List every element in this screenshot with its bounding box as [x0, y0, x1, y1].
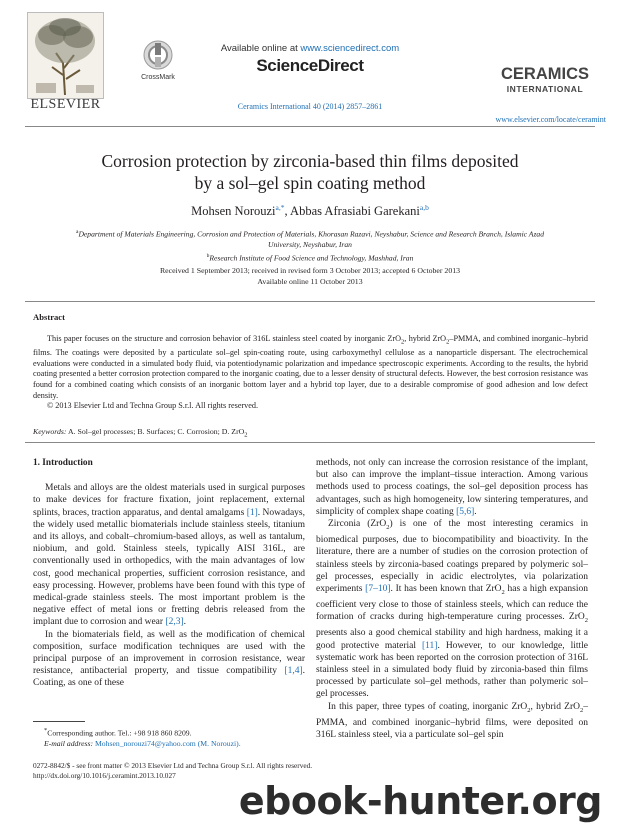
paragraph-text: presents also a good chemical stability and high hardness, making it a good protective material	[316, 628, 588, 651]
available-prefix: Available online at	[220, 43, 301, 54]
front-matter	[33, 761, 593, 780]
subscript: 2	[527, 706, 531, 714]
corresponding-author: Corresponding author. Tel.: +98 918 860 8209.	[47, 728, 192, 738]
paragraph-text: , hybrid ZrO	[530, 701, 580, 712]
paragraph	[316, 518, 588, 701]
paragraph	[316, 701, 588, 742]
elsevier-logo	[27, 12, 104, 99]
subscript: 2	[244, 431, 248, 439]
title-line-1: Corrosion protection by zirconia-based thin films deposited	[101, 151, 519, 171]
affiliations	[70, 227, 550, 264]
subscript: 2	[584, 617, 588, 625]
header-rule	[25, 126, 595, 127]
email-link[interactable]: Mohsen_norouzi74@yahoo.com (M. Norouzi).	[93, 738, 241, 748]
sciencedirect-link[interactable]: www.sciencedirect.com	[300, 43, 400, 54]
journal-logo-subtitle: INTERNATIONAL	[506, 84, 584, 94]
paragraph	[33, 482, 305, 628]
citation-link[interactable]: [2,3]	[165, 617, 184, 628]
author-separator: ,	[284, 204, 291, 219]
paragraph-text: Metals and alloys are the oldest materials used in surgical purposes to make devices for fracture fixation, joint replacement, external splints, braces, traction apparatus, and dental amalgams	[33, 483, 305, 518]
subscript: 2	[580, 706, 584, 714]
email-label: E-mail address:	[44, 738, 94, 748]
publisher-wordmark: ELSEVIER	[30, 97, 101, 112]
subscript: 2	[446, 338, 450, 346]
subscript: 2	[401, 338, 405, 346]
doi-link[interactable]: http://dx.doi.org/10.1016/j.ceramint.2013.10.027	[33, 770, 176, 780]
keywords-label: Keywords:	[33, 427, 67, 436]
article-history	[60, 266, 560, 287]
author-1-affiliation-link[interactable]: a,*	[275, 203, 285, 212]
left-column	[33, 457, 305, 690]
paragraph-text: –PMMA, and combined inorganic–hybrid films, were deposited on 316L stainless steel, via a particulate sol–gel spin	[316, 701, 588, 740]
citation-link[interactable]: [11]	[422, 640, 438, 651]
abstract-copyright: © 2013 Elsevier Ltd and Techna Group S.r.l. All rights reserved.	[47, 401, 259, 411]
abstract-bottom-rule	[25, 442, 595, 443]
paragraph-text: Zirconia (ZrO	[328, 519, 387, 530]
subscript: 2	[386, 523, 390, 531]
title-line-2: by a sol–gel spin coating method	[194, 173, 426, 193]
author-2-affiliation-link[interactable]: a,b	[419, 203, 429, 212]
citation-link[interactable]: [1,4]	[284, 666, 303, 677]
paragraph-text: In the biomaterials field, as well as the modification of chemical composition, surface modification techniques are used with the principal purpose of an improvement in corrosion resistance, wear resistance, antibacterial property, and tissue compatibility	[33, 629, 305, 677]
available-online-line	[190, 43, 430, 54]
keywords-list: A. Sol–gel processes; B. Surfaces; C. Corrosion; D. ZrO	[66, 427, 245, 436]
paragraph-text: . It has been known that ZrO	[390, 583, 502, 594]
author-2: Abbas Afrasiabi Garekani	[290, 204, 420, 219]
affiliation-b-marker: b	[206, 252, 210, 259]
paragraph	[33, 629, 305, 690]
history-received: Received 1 September 2013; received in revised form 3 October 2013; accepted 6 October 2013	[159, 266, 461, 275]
paragraph	[316, 457, 588, 518]
paragraph-text: methods, not only can increase the corrosion resistance of the implant, but also can improve the implant–tissue interaction. Among various methods used to process coatings, the sol–gel deposition process has advantages, such as high homogeneity, low sintering temperatures, and simplicity of complex shape coating	[316, 458, 588, 517]
citation-link[interactable]: [5,6]	[456, 506, 475, 517]
journal-citation-link[interactable]: Ceramics International 40 (2014) 2857–2861	[237, 102, 383, 111]
paragraph-text: .	[474, 506, 477, 517]
paragraph-text: .	[183, 617, 187, 628]
abstract-heading: Abstract	[33, 312, 65, 322]
history-available: Available online 11 October 2013	[257, 276, 363, 286]
issn-line: 0272-8842/$ - see front matter © 2013 Elsevier Ltd and Techna Group S.r.l. All rights reserved.	[33, 761, 313, 770]
abstract-text-3: –PMMA, and combined inorganic–hybrid films. The coatings were deposited by a particulate sol–gel spin-coating route, using carboxymethyl cellulose as a nanoparticle dispersant. The electrochemical evaluations were conducted in a simulated body fluid, via potentiodynamic polarization and impedance spectroscopic experiments. According to the results, the hybrid coating presented a better corrosion protection compared to the inorganic coating, due to a lesser density of structural defects. However, the best corrosion resistance was found for a combined coating which consists of an inorganic bottom layer and a hybrid top layer, due to a desirable compromise of good adhesion and low defect density.	[33, 334, 588, 400]
paragraph-text: ) is one of the most interesting ceramics in biomedical purposes, due to biocompatibility and bioactivity. In the literature, there are a number of studies on the corrosion protection of stainless steels by zirconia-based coatings prepared by polymeric sol–gel processes, especially in acidic electrolytes, via polarization experiments	[316, 519, 588, 594]
right-column	[316, 457, 588, 741]
affiliation-a-marker: a	[75, 229, 79, 235]
author-list	[60, 203, 560, 219]
paragraph-text: . Coating, as one of these	[33, 666, 305, 689]
subscript: 2	[501, 588, 505, 596]
keywords	[33, 427, 588, 439]
affiliation-a: Department of Materials Engineering, Corrosion and Protection of Materials, Khorasan Razavi, Neyshabur, Science and Research Branch, Islamic Azad University, Neyshabur, Iran	[78, 229, 544, 250]
paper-title	[60, 150, 560, 194]
crossmark-label: CrossMark	[141, 74, 175, 81]
paragraph-text: In this paper, three types of coating, inorganic ZrO	[328, 701, 528, 712]
journal-logo-title: CERAMICS	[500, 65, 589, 83]
footnote-marker: *	[44, 727, 48, 734]
paragraph-text: . Nowadays, the widely used metallic biomaterials include stainless steels, titanium and its alloys, and cobalt–chromium-based alloys, as well as tantalum, niobium, and gold. Stainless steels, typically AISI 316L, are conventionally used in orthopedics, with the main advantages of low cost, good mechanical properties, sufficient corrosion resistance, and easy processing. However, problems have been found with this type of medical-grade stainless steels. The most important problem is the negative effect of metal ions or fretting debris released from the implant due to corrosion and wear	[33, 507, 305, 628]
abstract-top-rule	[25, 301, 595, 302]
author-1: Mohsen Norouzi	[191, 204, 276, 219]
affiliation-b: Research Institute of Food Science and Technology, Mashhad, Iran	[209, 253, 414, 263]
journal-homepage-link[interactable]: www.elsevier.com/locate/ceramint	[495, 115, 606, 124]
paragraph-text: has a high expansion coefficient very close to those of stainless steels, which can reduce the formation of cracks during high-temperature curing processes. ZrO	[316, 583, 588, 623]
citation-link[interactable]: [7–10]	[365, 583, 391, 594]
citation-link[interactable]: [1]	[246, 507, 258, 518]
watermark: ebook-hunter.org	[238, 779, 602, 823]
platform-name: ScienceDirect	[256, 56, 364, 75]
abstract-body	[33, 334, 588, 412]
footnote-rule	[33, 721, 85, 722]
paragraph-text: . However, to our knowledge, little systematic work has been reported on the corrosion protection of 316L stainless steel in a simulated body fluid by zirconia-based thin films processed by particulate sol–gel methods, rather than polymeric sol–gel processes.	[316, 640, 589, 700]
section-heading-introduction: 1. Introduction	[33, 458, 93, 468]
footnote	[44, 726, 314, 749]
abstract-text-1: This paper focuses on the structure and corrosion behavior of 316L stainless steel coated by inorganic ZrO	[47, 334, 402, 343]
crossmark-icon[interactable]	[143, 40, 173, 70]
abstract-text-2: , hybrid ZrO	[404, 334, 447, 343]
